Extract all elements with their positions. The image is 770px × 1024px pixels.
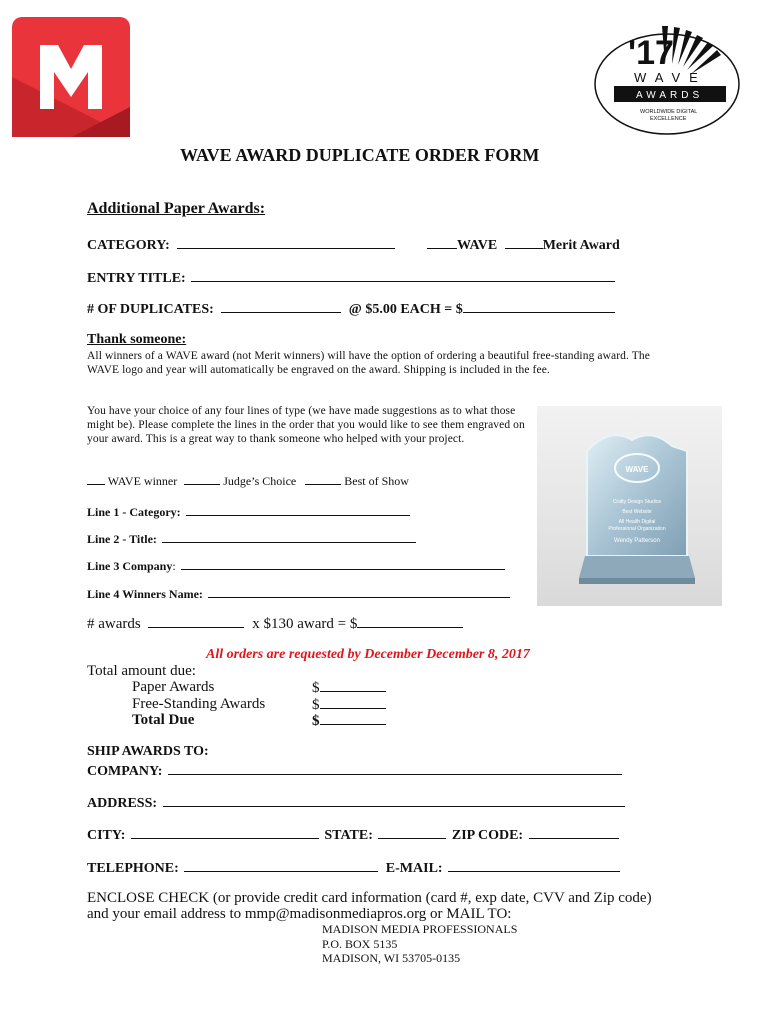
freestanding-awards-label: Free-Standing Awards (132, 696, 266, 712)
category-field[interactable] (177, 235, 395, 249)
total-due-label: Total Due (132, 712, 195, 728)
city-label: CITY: (87, 828, 126, 843)
telephone-row (87, 858, 620, 877)
wave-logo-brand: WAVE (634, 70, 707, 85)
paper-awards-label: Paper Awards (132, 679, 215, 695)
duplicates-row (87, 299, 615, 318)
judges-choice-label: Judge’s Choice (223, 474, 297, 488)
category-label: CATEGORY: (87, 238, 170, 253)
telephone-label: TELEPHONE: (87, 861, 179, 876)
enclose-line-1: ENCLOSE CHECK (or provide credit card information (card #, exp date, CVV and Zip code) (87, 890, 652, 906)
email-field[interactable] (448, 858, 620, 872)
mail-box: P.O. BOX 5135 (322, 937, 398, 951)
city-row (87, 825, 619, 844)
address-row (87, 793, 625, 812)
line1-label: Line 1 - Category: (87, 505, 181, 519)
address-label: ADDRESS: (87, 796, 158, 811)
company-row (87, 761, 622, 780)
paper-awards-amount (312, 679, 386, 697)
zip-field[interactable] (529, 825, 619, 839)
email-label: E-MAIL: (385, 861, 443, 876)
judges-choice-line[interactable] (184, 472, 220, 485)
trophy-line4: Professional Organization (608, 526, 666, 532)
wave-logo-tagline2: EXCELLENCE (650, 116, 687, 122)
awards-total-field[interactable] (357, 615, 463, 628)
trophy-line3: All Health Digital (618, 519, 656, 525)
dollar-sign: $ (312, 713, 320, 729)
wave-winner-line[interactable] (87, 472, 105, 485)
merit-option-label: Merit Award (542, 238, 620, 253)
state-label: STATE: (324, 828, 373, 843)
entry-title-label: ENTRY TITLE: (87, 271, 186, 286)
thank-paragraph-2: You have your choice of any four lines of type (we have made suggestions as to what those might be). Please complete the lines in the order that you would like to see them engraved on your award. This is a great way to thank someone who helped with your project. (87, 405, 525, 445)
company-field[interactable] (168, 761, 622, 775)
company-label: COMPANY: (87, 764, 163, 779)
form-title: WAVE AWARD DUPLICATE ORDER FORM (180, 145, 540, 165)
mail-name: MADISON MEDIA PROFESSIONALS (322, 922, 518, 936)
entry-title-field[interactable] (191, 268, 615, 282)
wave-awards-logo (592, 24, 742, 136)
awards-calc-row (87, 615, 463, 633)
freestanding-field[interactable] (320, 696, 386, 709)
thank-heading: Thank someone: (87, 332, 187, 347)
city-field[interactable] (131, 825, 319, 839)
line2-label: Line 2 - Title: (87, 532, 157, 546)
madison-media-logo (12, 17, 130, 137)
wave-logo-year: '17 (628, 34, 674, 72)
best-of-show-label: Best of Show (344, 474, 409, 488)
entry-title-row (87, 268, 615, 287)
trophy-image (537, 406, 722, 606)
line2-field[interactable] (162, 530, 416, 543)
best-of-show-line[interactable] (305, 472, 341, 485)
line4-label: Line 4 Winners Name: (87, 587, 203, 601)
address-field[interactable] (163, 793, 625, 807)
awards-label: # awards (87, 616, 141, 632)
line3-colon: : (172, 559, 176, 573)
total-due-field[interactable] (320, 712, 386, 725)
award-type-row (427, 235, 620, 254)
line1-field[interactable] (186, 503, 410, 516)
duplicates-field[interactable] (221, 299, 341, 313)
line4-row (87, 585, 510, 602)
trophy-brand: WAVE (625, 465, 649, 474)
mail-city: MADISON, WI 53705-0135 (322, 951, 461, 965)
paper-awards-field[interactable] (320, 679, 386, 692)
zip-label: ZIP CODE: (451, 828, 524, 843)
line3-label: Line 3 Company (87, 559, 173, 573)
trophy-name: Wendy Patterson (614, 538, 660, 544)
duplicates-total-field[interactable] (463, 299, 615, 313)
merit-checkbox-line[interactable] (505, 235, 543, 249)
wave-logo-sub: AWARDS (636, 90, 704, 101)
dollar-sign: $ (312, 697, 320, 713)
line4-field[interactable] (208, 585, 510, 598)
dollar-sign: $ (312, 680, 320, 696)
award-options-row (87, 472, 409, 489)
enclose-line-2: and your email address to mmp@madisonmediapros.org or MAIL TO: (87, 906, 512, 922)
price-text: @ $5.00 EACH = $ (348, 302, 463, 317)
awards-count-field[interactable] (148, 615, 244, 628)
total-due-amount (312, 712, 386, 730)
awards-price: x $130 award = $ (252, 616, 358, 632)
deadline-notice: All orders are requested by December December 8, 2017 (206, 647, 530, 662)
trophy-line1: Crafty Design Studios (612, 499, 662, 505)
wave-logo-tagline1: WORLDWIDE DIGITAL (640, 109, 698, 115)
trophy-line2: Best Website (622, 509, 652, 515)
line1-row (87, 503, 410, 520)
section-heading: Additional Paper Awards: (87, 200, 266, 217)
line3-field[interactable] (181, 557, 505, 570)
state-field[interactable] (378, 825, 446, 839)
total-heading: Total amount due: (87, 663, 196, 679)
category-row (87, 235, 395, 254)
wave-option-label: WAVE (457, 238, 498, 253)
wave-winner-label: WAVE winner (107, 474, 178, 488)
duplicates-label: # OF DUPLICATES: (87, 302, 214, 317)
thank-paragraph-1: All winners of a WAVE award (not Merit winners) will have the option of ordering a beautiful free-standing award. The WAVE logo and year will automatically be engraved on the award. Shipping is included in the fee. (87, 350, 650, 376)
ship-heading: SHIP AWARDS TO: (87, 744, 209, 759)
telephone-field[interactable] (184, 858, 378, 872)
line3-row (87, 557, 505, 574)
line2-row (87, 530, 416, 547)
wave-checkbox-line[interactable] (427, 235, 457, 249)
